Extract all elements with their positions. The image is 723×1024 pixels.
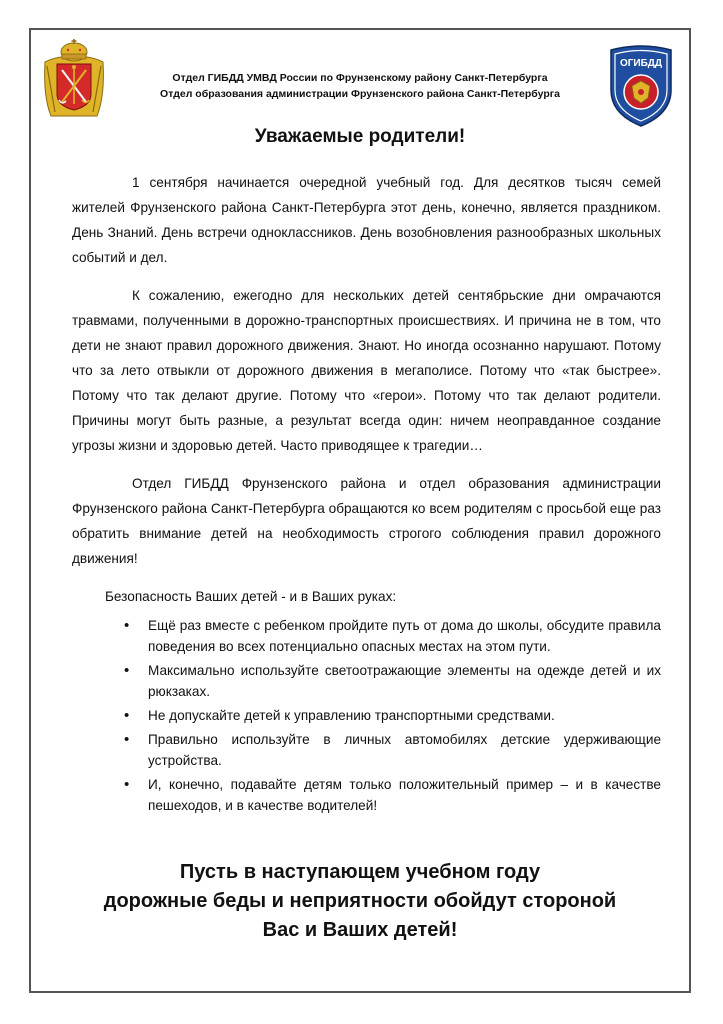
paragraph: Отдел ГИБДД Фрунзенского района и отдел образования администрации Фрунзенского района Санкт-Петербурга обращаются ко всем родителям с просьбой еще раз обратить внимание детей на необходимость строгого соблюдения правил дорожного движения! (72, 476, 661, 566)
document-frame (29, 28, 691, 993)
list-item: • Максимально используйте светоотражающие элементы на одежде детей и их рюкзаках. (148, 660, 661, 702)
safety-lead-in: Безопасность Ваших детей - и в Ваших руках: (105, 589, 397, 604)
closing-line: Пусть в наступающем учебном году (179, 861, 541, 883)
document-header (31, 30, 689, 130)
organization-line-2: Отдел образования администрации Фрунзенского района Санкт-Петербурга (160, 88, 560, 100)
paragraph: К сожалению, ежегодно для нескольких детей сентябрьские дни омрачаются травмами, полученными в дорожно-транспортных происшествиях. И причина не в том, что дети не знают правил дорожного движения. Знают. Но иногда осознанно нарушают. Потому что за лето отвыкли от дорожного движения в мегаполисе. Потому что «так быстрее». Потому что так делают другие. Потому что «герои». Потому что так делают родители. Причины могут быть разные, а результат всегда один: ничем неоправданное создание угрозы жизни и здоровью детей. Часто приводящее к трагедии… (72, 288, 661, 453)
organization-line-1: Отдел ГИБДД УМВД России по Фрунзенскому району Санкт-Петербурга (172, 72, 548, 84)
coat-of-arms-icon (41, 36, 107, 120)
traffic-police-badge-icon (605, 44, 677, 128)
badge-title: ОГИБДД (619, 58, 663, 69)
list-item: • Ещё раз вместе с ребенком пройдите путь от дома до школы, обсудите правила поведения во всех потенциально опасных местах на этом пути. (148, 615, 661, 657)
closing-wish (31, 858, 689, 945)
list-item: • И, конечно, подавайте детям только положительный пример – и в качестве пешеходов, и в качестве водителей! (148, 774, 661, 816)
safety-tips-list (72, 615, 661, 816)
letter-body (72, 170, 661, 819)
page-title: Уважаемые родители! (254, 126, 466, 147)
closing-line: дорожные беды и неприятности обойдут стороной (103, 890, 617, 912)
list-item: • Правильно используйте в личных автомобилях детские удерживающие устройства. (148, 729, 661, 771)
list-item: • Не допускайте детей к управлению транспортными средствами. (148, 705, 661, 726)
issuing-organizations (121, 70, 599, 102)
closing-line: Вас и Ваших детей! (262, 919, 458, 941)
paragraph: 1 сентября начинается очередной учебный год. Для десятков тысяч семей жителей Фрунзенского района Санкт-Петербурга этот день, конечно, является праздником. День Знаний. День встречи одноклассников. День возобновления разнообразных школьных событий и дел. (72, 175, 661, 265)
